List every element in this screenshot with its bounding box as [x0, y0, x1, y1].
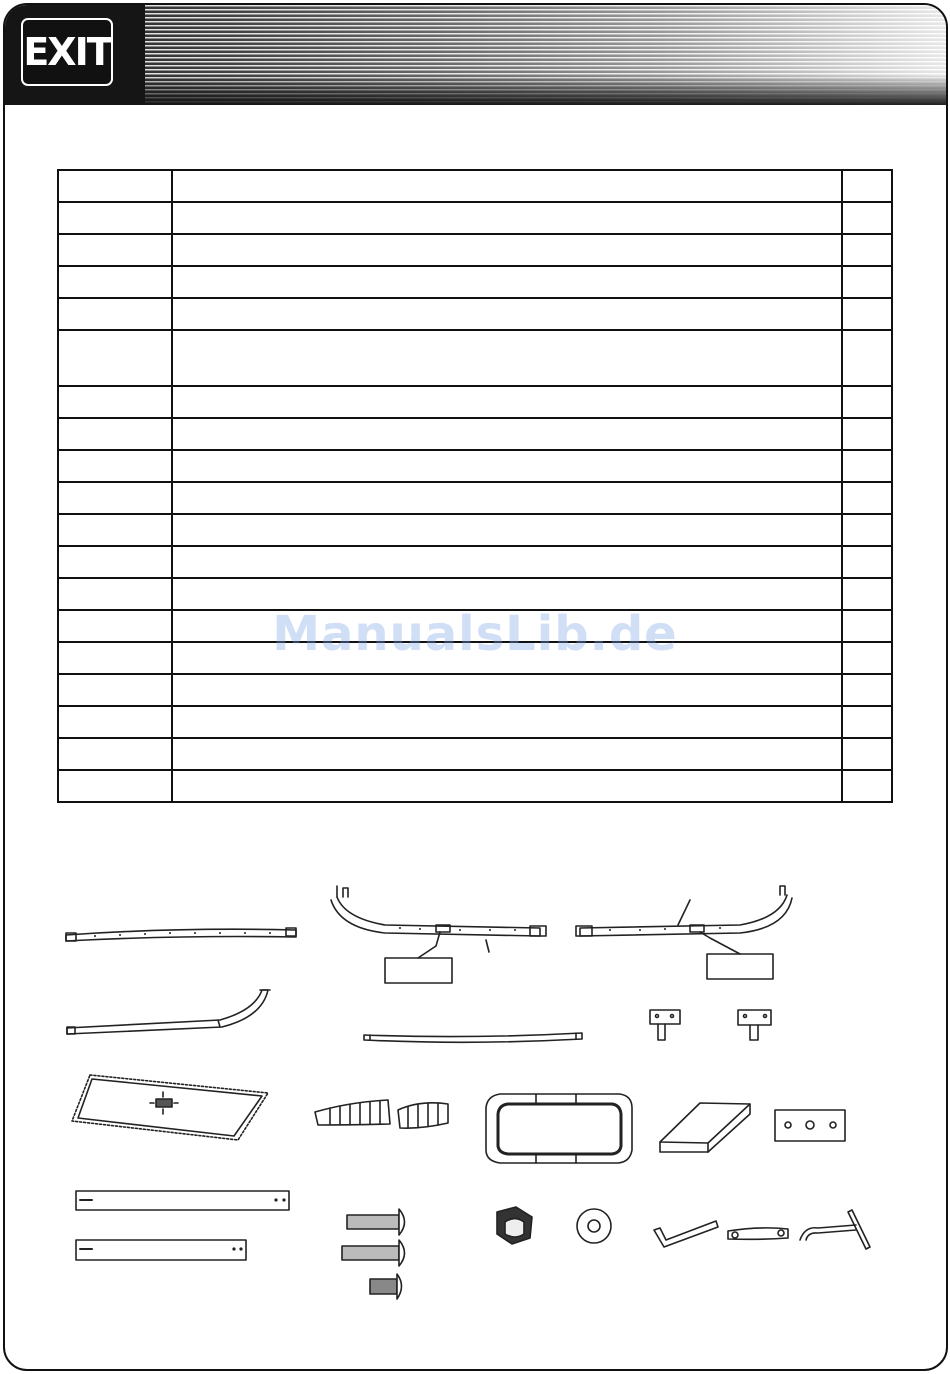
jumping-mat	[72, 1075, 268, 1140]
exit-logo: EXIT	[21, 18, 113, 86]
leg-tube	[67, 990, 270, 1034]
straight-frame-tube	[66, 928, 296, 941]
cross-bar-tube	[364, 1033, 582, 1042]
watermark: ManualsLib.de	[272, 606, 678, 662]
long-strip	[76, 1191, 289, 1210]
short-strip	[76, 1240, 246, 1260]
right-curved-frame-tube	[576, 886, 792, 979]
hole-plate	[775, 1110, 845, 1141]
springs	[315, 1100, 448, 1128]
t-bracket	[650, 1010, 680, 1040]
t-bracket-alt	[738, 1010, 771, 1040]
left-curved-frame-tube	[331, 886, 546, 983]
bolts	[342, 1209, 405, 1299]
tools	[654, 1210, 870, 1249]
frame-padding	[486, 1094, 632, 1163]
foam-block	[660, 1103, 750, 1152]
cap-nut	[497, 1207, 532, 1244]
washer	[577, 1209, 611, 1243]
